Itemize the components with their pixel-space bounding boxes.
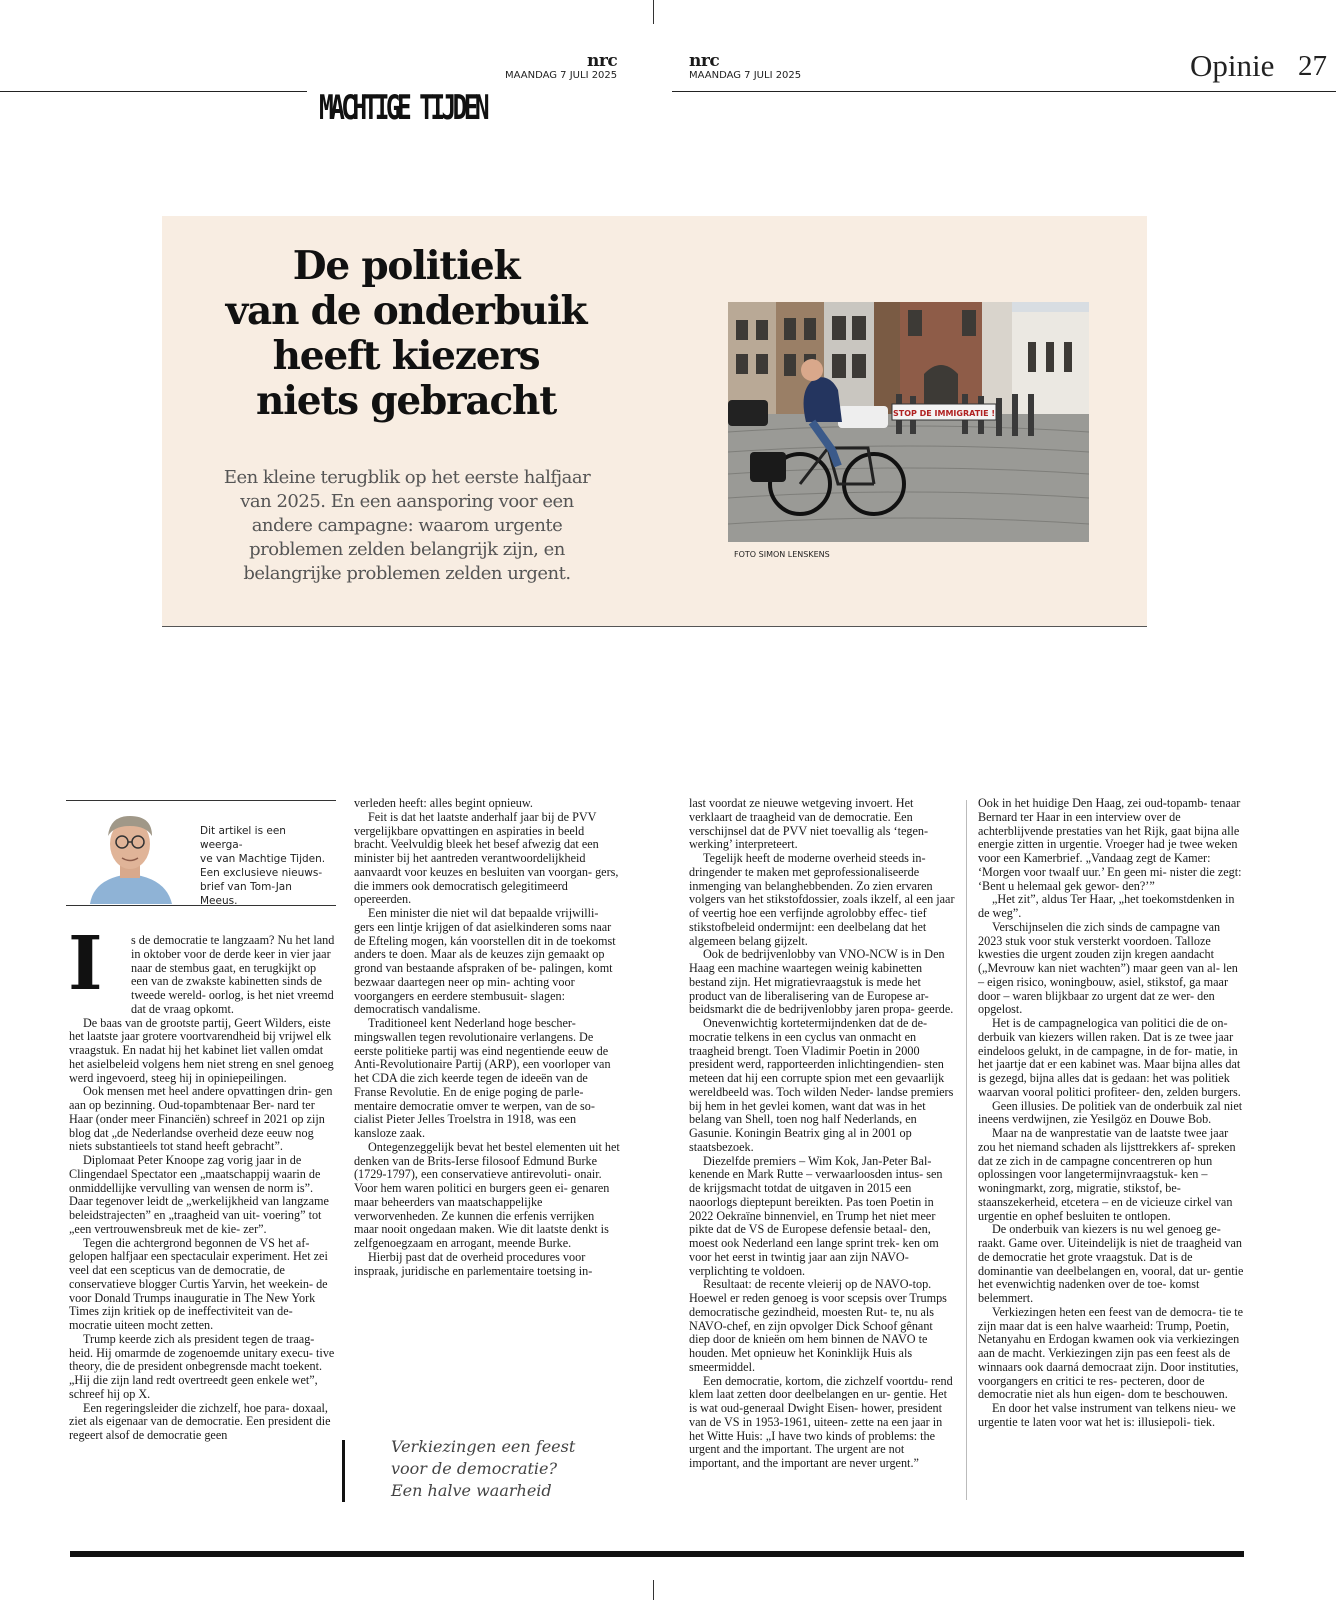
intro-text — [222, 466, 592, 586]
intro-line: van 2025. En een aansporing voor een — [240, 491, 574, 512]
issue-date-left: MAANDAG 7 JULI 2025 — [505, 70, 618, 81]
paragraph: Verkiezingen heten een feest van de democra- tie te zijn maar dat is een halve waarheid: Trump, Poetin, Netanyahu en Erdogan kwamen ook via verkiezingen aan de macht. Verkiezingen zijn pas een feest als de winnaars ook daarná democraat zijn. Door instituties, voorgangers en critici te res- pecteren, door de democratie niet als hun eigen- dom te beschouwen. — [978, 1304, 1244, 1402]
author-note-line: ve van Machtige Tijden. — [200, 853, 326, 865]
paragraph: Onevenwichtig kortetermijndenken dat de de- mocratie telkens in een cyclus van onmacht en traagheid brengt. Toen Vladimir Poetin in 2000 president werd, rapporteerden inlichtingendien- sten meteen dat hij een corrupte spion met een gevaarlijk wereldbeeld was. Toch wilden Neder- landse premiers bij hem in het gevlei komen, want dat was in het belang van Shell, toen nog half Nederlands, en Gasunie. Koningin Beatrix ging al in 2001 op staatsbezoek. — [689, 1016, 954, 1154]
paragraph: „Het zit”, aldus Ter Haar, „het toekomstdenken in de weg”. — [978, 892, 1235, 920]
photo-banner-text: STOP DE IMMIGRATIE ! — [892, 409, 996, 418]
paragraph: De baas van de grootste partij, Geert Wilders, eiste het laatste jaar grotere voortvarendheid bij vrijwel elk vraagstuk. En nadat hij het kabinet liet vallen omdat het asielbeleid volgens hem niet streng en snel genoeg werd ingevoerd, steeg hij in opiniepeilingen. — [69, 1015, 334, 1085]
footer-rule — [70, 1551, 1244, 1557]
article-column-1 — [69, 934, 335, 1443]
pull-quote-bar — [342, 1440, 345, 1502]
intro-line: belangrijke problemen zelden urgent. — [243, 563, 571, 584]
headline-line: heeft kiezers — [272, 333, 540, 379]
paragraph: Tegen die achtergrond begonnen de VS het af- gelopen halfjaar een spectaculair experiment. Het zei veel dat een scepticus van de democratie, de conservatieve blogger Curtis Yarvin, het weekein- de voor Donald Trumps inauguratie in The New York Times zijn kritiek op de ineffectiviteit van de- mocratie uiteen mocht zetten. — [69, 1235, 328, 1332]
paragraph: Ook in het huidige Den Haag, zei oud-topamb- tenaar Bernard ter Haar in een interview over de achterblijvende prestaties van het Rijk, gaat bijna alle energie zitten in urgentie. Vroeger had je twee weken voor een Kamerbrief. „Vandaag zegt de Kamer: ‘Morgen voor twaalf uur.’ En geen mi- nister die zegt: ‘Bent u helemaal gek gewor- den?’” — [978, 796, 1242, 893]
pull-quote-line: Verkiezingen een feest — [391, 1437, 576, 1456]
section-title: Opinie — [1190, 48, 1275, 83]
paragraph: Het is de campagnelogica van politici die de on- derbuik van kiezers willen raken. Dat is ze twee jaar eindeloos gelukt, in de campagne, in de for- matie, in het jaartje dat er een kabinet was. Maar bijna alles dat is gezegd, bijna alles dat is gedaan: het was politiek waarvan vooral politici profiteer- den, zelden burgers. — [978, 1016, 1241, 1099]
paragraph: s de democratie te langzaam? Nu het land in oktober voor de derde keer in vier jaar naar de stembus gaat, en terugkijkt op een van de zwakste kabinetten sinds de tweede wereld- oorlog, is het niet vreemd dat de vraag opkomt. — [131, 933, 335, 1016]
paragraph: Verschijnselen die zich sinds de campagne van 2023 stuk voor stuk versterkt voordoen. Talloze kwesties die urgent zouden zijn kregen aandacht („Mevrouw kan niet wachten”) maar geen van al- len – eigen risico, woningbouw, asiel, stikstof, ga maar door – waren blijkbaar zo urgent dat ze wer- den opgelost. — [978, 919, 1238, 1017]
pull-quote-line: voor de democratie? — [391, 1459, 558, 1478]
author-note-line: brief van Tom-Jan — [200, 881, 292, 893]
intro-line: problemen zelden belangrijk zijn, en — [249, 539, 565, 560]
paragraph: Geen illusies. De politiek van de onderbuik zal niet ineens verdwijnen, zie Yesilgöz en Douwe Bob. — [978, 1098, 1243, 1127]
issue-date-right: MAANDAG 7 JULI 2025 — [689, 70, 802, 81]
author-avatar — [80, 806, 180, 904]
header-rule-left — [0, 91, 307, 92]
paragraph: Een regeringsleider die zichzelf, hoe para- doxaal, ziet als eigenaar van de democratie. Een president die regeert alsof de democratie geen — [69, 1400, 331, 1442]
header-rule-right — [672, 91, 1336, 92]
article-column-3 — [689, 797, 955, 1471]
paragraph: Ook de bedrijvenlobby van VNO-NCW is in Den Haag een machine waartegen weinig kabinetten bestand zijn. Het migratievraagstuk is mede het product van de liberalisering van de Europese ar- beidsmarkt die de bedrijvenlobby jaren propa- geerde. — [689, 947, 954, 1017]
column-name: MACHTIGE TIJDEN — [319, 88, 487, 128]
author-note-line: Dit artikel is een weerga- — [200, 825, 286, 851]
author-note — [200, 824, 330, 908]
brand-logo-right: nrc — [689, 51, 720, 71]
paragraph: Resultaat: de recente vleierij op de NAVO-top. Hoewel er reden genoeg is voor scepsis over Trumps democratische gezindheid, moesten Rut- te, nu als NAVO-chef, en zijn opvolger Dick Schoof gênant diep door de knieën om hem binnen de NAVO te houden. Met opnieuw het Koninklijk Huis als smeermiddel. — [689, 1277, 947, 1374]
headline — [196, 244, 616, 424]
paragraph: Trump keerde zich als president tegen de traag- heid. Hij omarmde de zogenoemde unitary execu- tive theory, die de president onbegrensde macht toekent. „Hij die zijn land redt overtreedt geen enkele wet”, schreef hij op X. — [69, 1331, 335, 1401]
intro-line: andere campagne: waarom urgente — [251, 515, 563, 536]
paragraph: En door het valse instrument van telkens nieu- we urgentie te laten voor wat het is: illusiepoli- tiek. — [978, 1401, 1236, 1429]
pull-quote — [391, 1436, 621, 1502]
paragraph: Diezelfde premiers – Wim Kok, Jan-Peter Bal- kenende en Mark Rutte – verwaarloosden intus- sen de krijgsmacht totdat de uitgaven in 2015 een naoorlogs dieptepunt bereikten. Pas toen Poetin in 2022 Oekraïne binnenviel, en Trump het niet meer pikte dat de VS de Europese defensie betaal- den, moest ook Nederland een lange sprint trek- ken om voor het eerst in twintig jaar aan zijn NAVO-verplichting te voldoen. — [689, 1153, 943, 1278]
headline-line: niets gebracht — [255, 378, 557, 424]
column-separator — [966, 800, 967, 1500]
crop-mark-bottom — [653, 1580, 654, 1600]
intro-line: Een kleine terugblik op het eerste halfjaar — [223, 467, 591, 488]
paragraph: Tegelijk heeft de moderne overheid steeds in- dringender te maken met geprofessionaliseerde inmenging van belanghebbenden. Zo zien ervaren volgers van het stikstofdossier, zoals ikzelf, al een jaar of veertig hoe een verfijnde agrolobby effec- tief stikstofbeleid ondermijnt: een deelbelang dat het algemeen belang gijzelt. — [689, 851, 955, 948]
feature-panel-rule — [162, 626, 1147, 627]
paragraph: verleden heeft: alles begint opnieuw. — [354, 796, 533, 810]
article-column-2 — [354, 797, 620, 1278]
paragraph: De onderbuik van kiezers is nu wel genoeg ge- raakt. Game over. Uiteindelijk is niet de traagheid van de democratie het grote vraagstuk. Dat is de dominantie van deelbelangen en, vooral, dat ur- gentie het evenwichtig nadenken over de toe- komst belemmert. — [978, 1222, 1244, 1305]
paragraph: Een minister die niet wil dat bepaalde vrijwilli- gers een lintje krijgen of dat asielkinderen soms naar de Efteling mogen, kán voorstellen dit in de toekomst anders te doen. Maar als de keuzes zijn gemaakt op grond van bestaande afspraken of be- palingen, komt bezwaar daartegen neer op min- achting voor voorgangers en eerdere stembusuit- slagen: democratisch vandalisme. — [354, 906, 616, 1017]
paragraph: Ook mensen met heel andere opvattingen drin- gen aan op bezinning. Oud-topambtenaar Ber- nard ter Haar (onder meer Financiën) schreef in 2021 op zijn blog dat „de Nederlandse overheid deze eeuw nog niets substantieels tot stand heeft gebracht”. — [69, 1084, 333, 1154]
photo-credit: FOTO SIMON LENSKENS — [734, 550, 830, 559]
paragraph: Ontegenzeggelijk bevat het bestel elementen uit het denken van de Brits-Ierse filosoof Edmund Burke (1729-1797), een conservatieve antirevoluti- onair. Voor hem waren politici en burgers geen ei- genaren maar beheerders van maatschappelijke verworvenheden. Ze kunnen die erfenis verrijken maar nooit ongedaan maken. Wie dit laatste denkt is zelfgenoegzaam en arrogant, meende Burke. — [354, 1139, 620, 1250]
paragraph: Diplomaat Peter Knoope zag vorig jaar in de Clingendael Spectator een „maatschappij waarin de onmiddellijke vervulling van wensen de norm is”. Daar tegenover leidt de „werkelijkheid van langzame beleidstrajecten” en „traagheid van uit- voering” tot „een vertrouwensbreuk met de kie- zer”. — [69, 1153, 329, 1236]
brand-logo-left: nrc — [587, 51, 618, 71]
paragraph: Een democratie, kortom, die zichzelf voortdu- rend klem laat zetten door deelbelangen en ur- gentie. Het is wat oud-generaal Dwight Eisen- hower, president van de VS in 1953-1961, uiteen- zette na een jaar in het Witte Huis: „I have two kinds of problems: the urgent and the important. The urgent are not important, and the important are never urgent.” — [689, 1373, 953, 1470]
paragraph: Hierbij past dat de overheid procedures voor inspraak, juridische en parlementaire toetsing in- — [354, 1249, 593, 1278]
news-photo — [728, 302, 1089, 542]
pull-quote-line: Een halve waarheid — [391, 1481, 552, 1500]
author-note-line: Meeus. — [200, 895, 238, 907]
paragraph: Maar na de wanprestatie van de laatste twee jaar zou het niemand schaden als lijsttrekkers af- spreken dat ze zich in de campagne concentreren op hun oplossingen voor langetermijnvraagstuk- ken – woningmarkt, zorg, migratie, stikstof, be- staanszekerheid, etcetera – en de vicieuze cirkel van urgentie en ophef besluiten te ontlopen. — [978, 1126, 1236, 1223]
page-number: 27 — [1298, 50, 1327, 82]
headline-line: van de onderbuik — [225, 288, 587, 334]
paragraph: Traditioneel kent Nederland hoge bescher- mingswallen tegen revolutionaire verlangens. De eerste politieke partij was eind negentiende eeuw de Anti-Revolutionaire Partij (ARP), een voorloper van het CDA die zich keerde tegen de ideeën van de Franse Revolutie. En de enige poging de parle- mentaire democratie omver te werpen, van de so- cialist Pieter Jelles Troelstra in 1918, was een kansloze zaak. — [354, 1016, 611, 1140]
paragraph: Feit is dat het laatste anderhalf jaar bij de PVV vergelijkbare opvattingen en aspiraties in beeld bracht. Veelvuldig bleek het besef afwezig dat een minister bij het aantreden verantwoordelijkheid aanvaardt voor keuzes en besluiten van voorgan- gers, die immers ook democratisch gelegitimeerd opereerden. — [354, 809, 619, 907]
paragraph: last voordat ze nieuwe wetgeving invoert. Het verklaart de traagheid van de democratie. Een verschijnsel dat de PVV niet toevallig als ‘tegen- werking’ interpreteert. — [689, 796, 929, 852]
article-column-4 — [978, 797, 1244, 1430]
headline-line: De politiek — [292, 243, 520, 289]
author-note-line: Een exclusieve nieuws- — [200, 867, 323, 879]
crop-mark-top — [653, 0, 654, 24]
drop-cap: I — [68, 921, 103, 1007]
